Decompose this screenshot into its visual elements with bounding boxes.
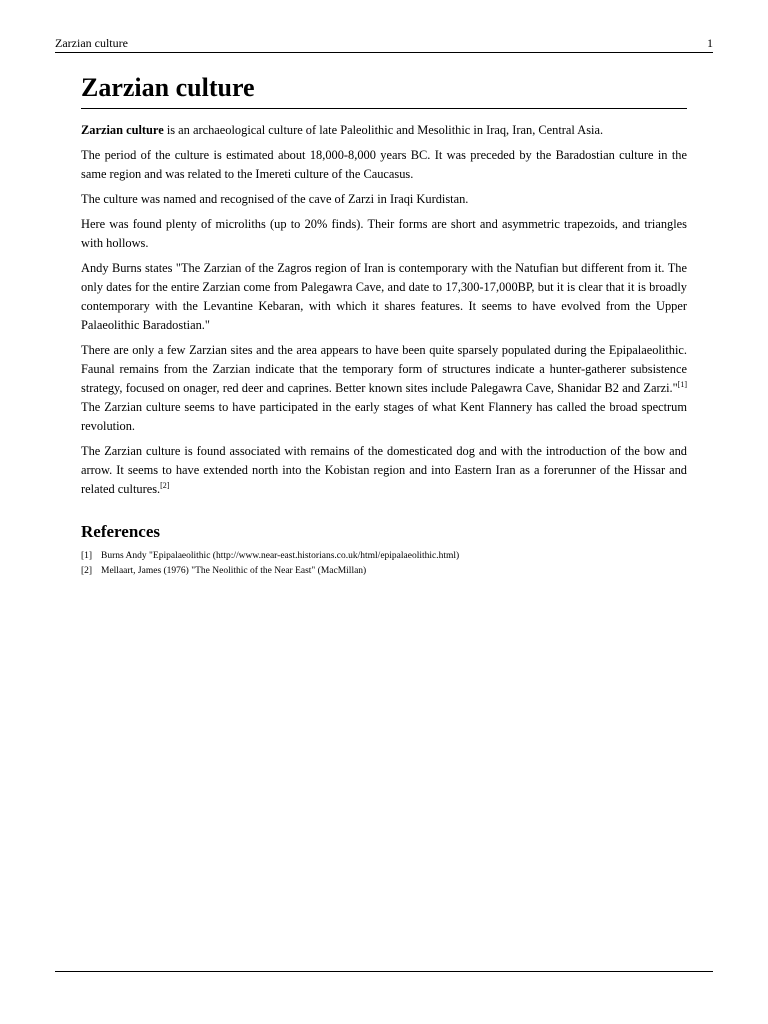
microliths-paragraph: Here was found plenty of microliths (up to 20% finds). Their forms are short and asymmetric trapezoids, and triangles with hollows. bbox=[81, 217, 687, 250]
sites-paragraph bbox=[81, 341, 687, 436]
article-title: Zarzian culture bbox=[81, 72, 687, 109]
period-paragraph: The period of the culture is estimated about 18,000-8,000 years BC. It was preceded by the Baradostian culture in the same region and was related to the Imereti culture of the Caucasus. bbox=[81, 148, 687, 181]
citation-link-1[interactable]: [1] bbox=[677, 380, 687, 389]
running-header-title: Zarzian culture bbox=[55, 36, 128, 50]
intro-paragraph bbox=[81, 121, 687, 140]
domestication-text: The Zarzian culture is found associated with remains of the domesticated dog and with the introduction of the bow and arrow. It seems to have extended north into the Kobistan region and into Eastern Iran as a forerunner of the Hissar and related cultures. bbox=[81, 444, 687, 496]
reference-item bbox=[81, 549, 687, 564]
reference-text: Mellaart, James (1976) "The Neolithic of the Near East" (MacMillan) bbox=[101, 566, 367, 576]
burns-quote-paragraph: Andy Burns states "The Zarzian of the Zagros region of Iran is contemporary with the Natufian but different from it. The only dates for the entire Zarzian come from Palegawra Cave, and date to 17,300-17,000BP, but it is clear that it is broadly contemporary with the Levantine Kebaran, with which it shares features. It seems to have evolved from the Upper Palaeolithic Baradostian." bbox=[81, 261, 687, 332]
running-header bbox=[55, 36, 713, 53]
references-heading: References bbox=[81, 522, 160, 541]
intro-text: is an archaeological culture of late Paleolithic and Mesolithic in Iraq, Iran, Central Asia. bbox=[163, 123, 604, 137]
references-list bbox=[81, 549, 687, 579]
naming-paragraph: The culture was named and recognised of the cave of Zarzi in Iraqi Kurdistan. bbox=[81, 192, 469, 206]
citation-link-2[interactable]: [2] bbox=[160, 481, 170, 490]
intro-term: Zarzian culture bbox=[81, 123, 164, 137]
reference-number: [2] bbox=[81, 566, 93, 576]
domestication-paragraph bbox=[81, 442, 687, 499]
sites-text-part2: The Zarzian culture seems to have participated in the early stages of what Kent Flannery has called the broad spectrum revolution. bbox=[81, 400, 687, 433]
article-paragraphs bbox=[81, 121, 687, 499]
footer-rule bbox=[55, 971, 713, 972]
page-number: 1 bbox=[707, 36, 713, 50]
article-body bbox=[81, 72, 687, 579]
sites-text-part1: There are only a few Zarzian sites and the area appears to have been quite sparsely populated during the Epipalaeolithic. Faunal remains from the Zarzian indicate that the temporary form of structures indicate a hunter-gatherer subsistence strategy, focused on onager, red deer and caprines. Better known sites include Palegawra Cave, Shanidar B2 and Zarzi." bbox=[81, 343, 687, 395]
reference-number: [1] bbox=[81, 551, 93, 561]
reference-item bbox=[81, 564, 687, 579]
reference-text[interactable]: Burns Andy "Epipalaeolithic (http://www.near-east.historians.co.uk/html/epipalaeolithic.html) bbox=[101, 551, 460, 561]
